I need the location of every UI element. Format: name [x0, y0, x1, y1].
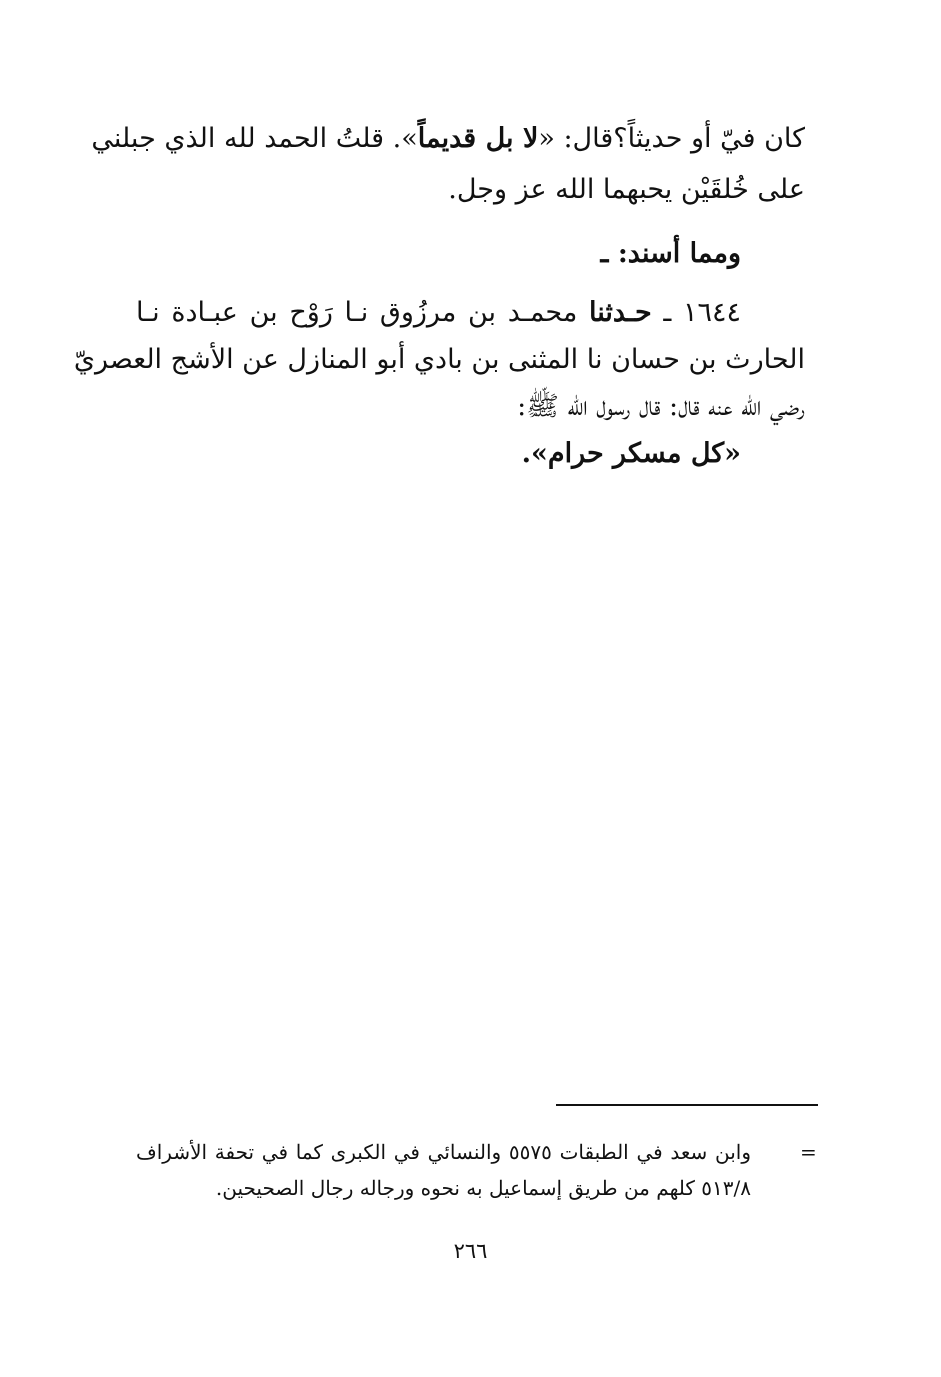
footnote-line-1: وابن سعد في الطبقات ٥٥٧٥ والنسائي في الكبرى كما في تحفة الأشراف [136, 1140, 752, 1164]
hadith-chain-start: محمـد بن مرزُوق نـا رَوْح بن عبـادة نـا [136, 297, 590, 328]
hadith-line-2: الحارث بن حسان نا المثنى بن بادي أبو المنازل عن الأشج العصريّ [73, 344, 805, 375]
footnote-line-2: ٥١٣/٨ كلهم من طريق إسماعيل به نحوه ورجاله رجال الصحيحين. [215, 1176, 751, 1200]
quoted-answer: لا بل قديماً [417, 123, 539, 154]
hadith-opening: حـدثنا [589, 297, 652, 328]
line-1-end: ». قلتُ الحمد لله الذي جبلني [91, 123, 418, 154]
hadith-number: ١٦٤٤ ـ [651, 297, 741, 328]
hadith-line-3: رضي الله عنه قال: قال رسول الله ﷺ: [517, 391, 805, 422]
paragraph-line-2: على خُلقَيْن يحبهما الله عز وجل. [448, 174, 805, 205]
hadith-line-1 [136, 293, 741, 333]
footnote-continuation-mark: = [800, 1140, 817, 1164]
page-number: ٢٦٦ [453, 1239, 488, 1263]
hadith-quote: «كل مسكر حرام». [521, 438, 741, 469]
footnote-divider [556, 1104, 818, 1106]
section-heading: ومما أسند: ـ [600, 238, 741, 269]
line-1-start: كان فيّ أو حديثاً؟قال: « [538, 123, 805, 154]
paragraph-line-1 [91, 119, 805, 159]
